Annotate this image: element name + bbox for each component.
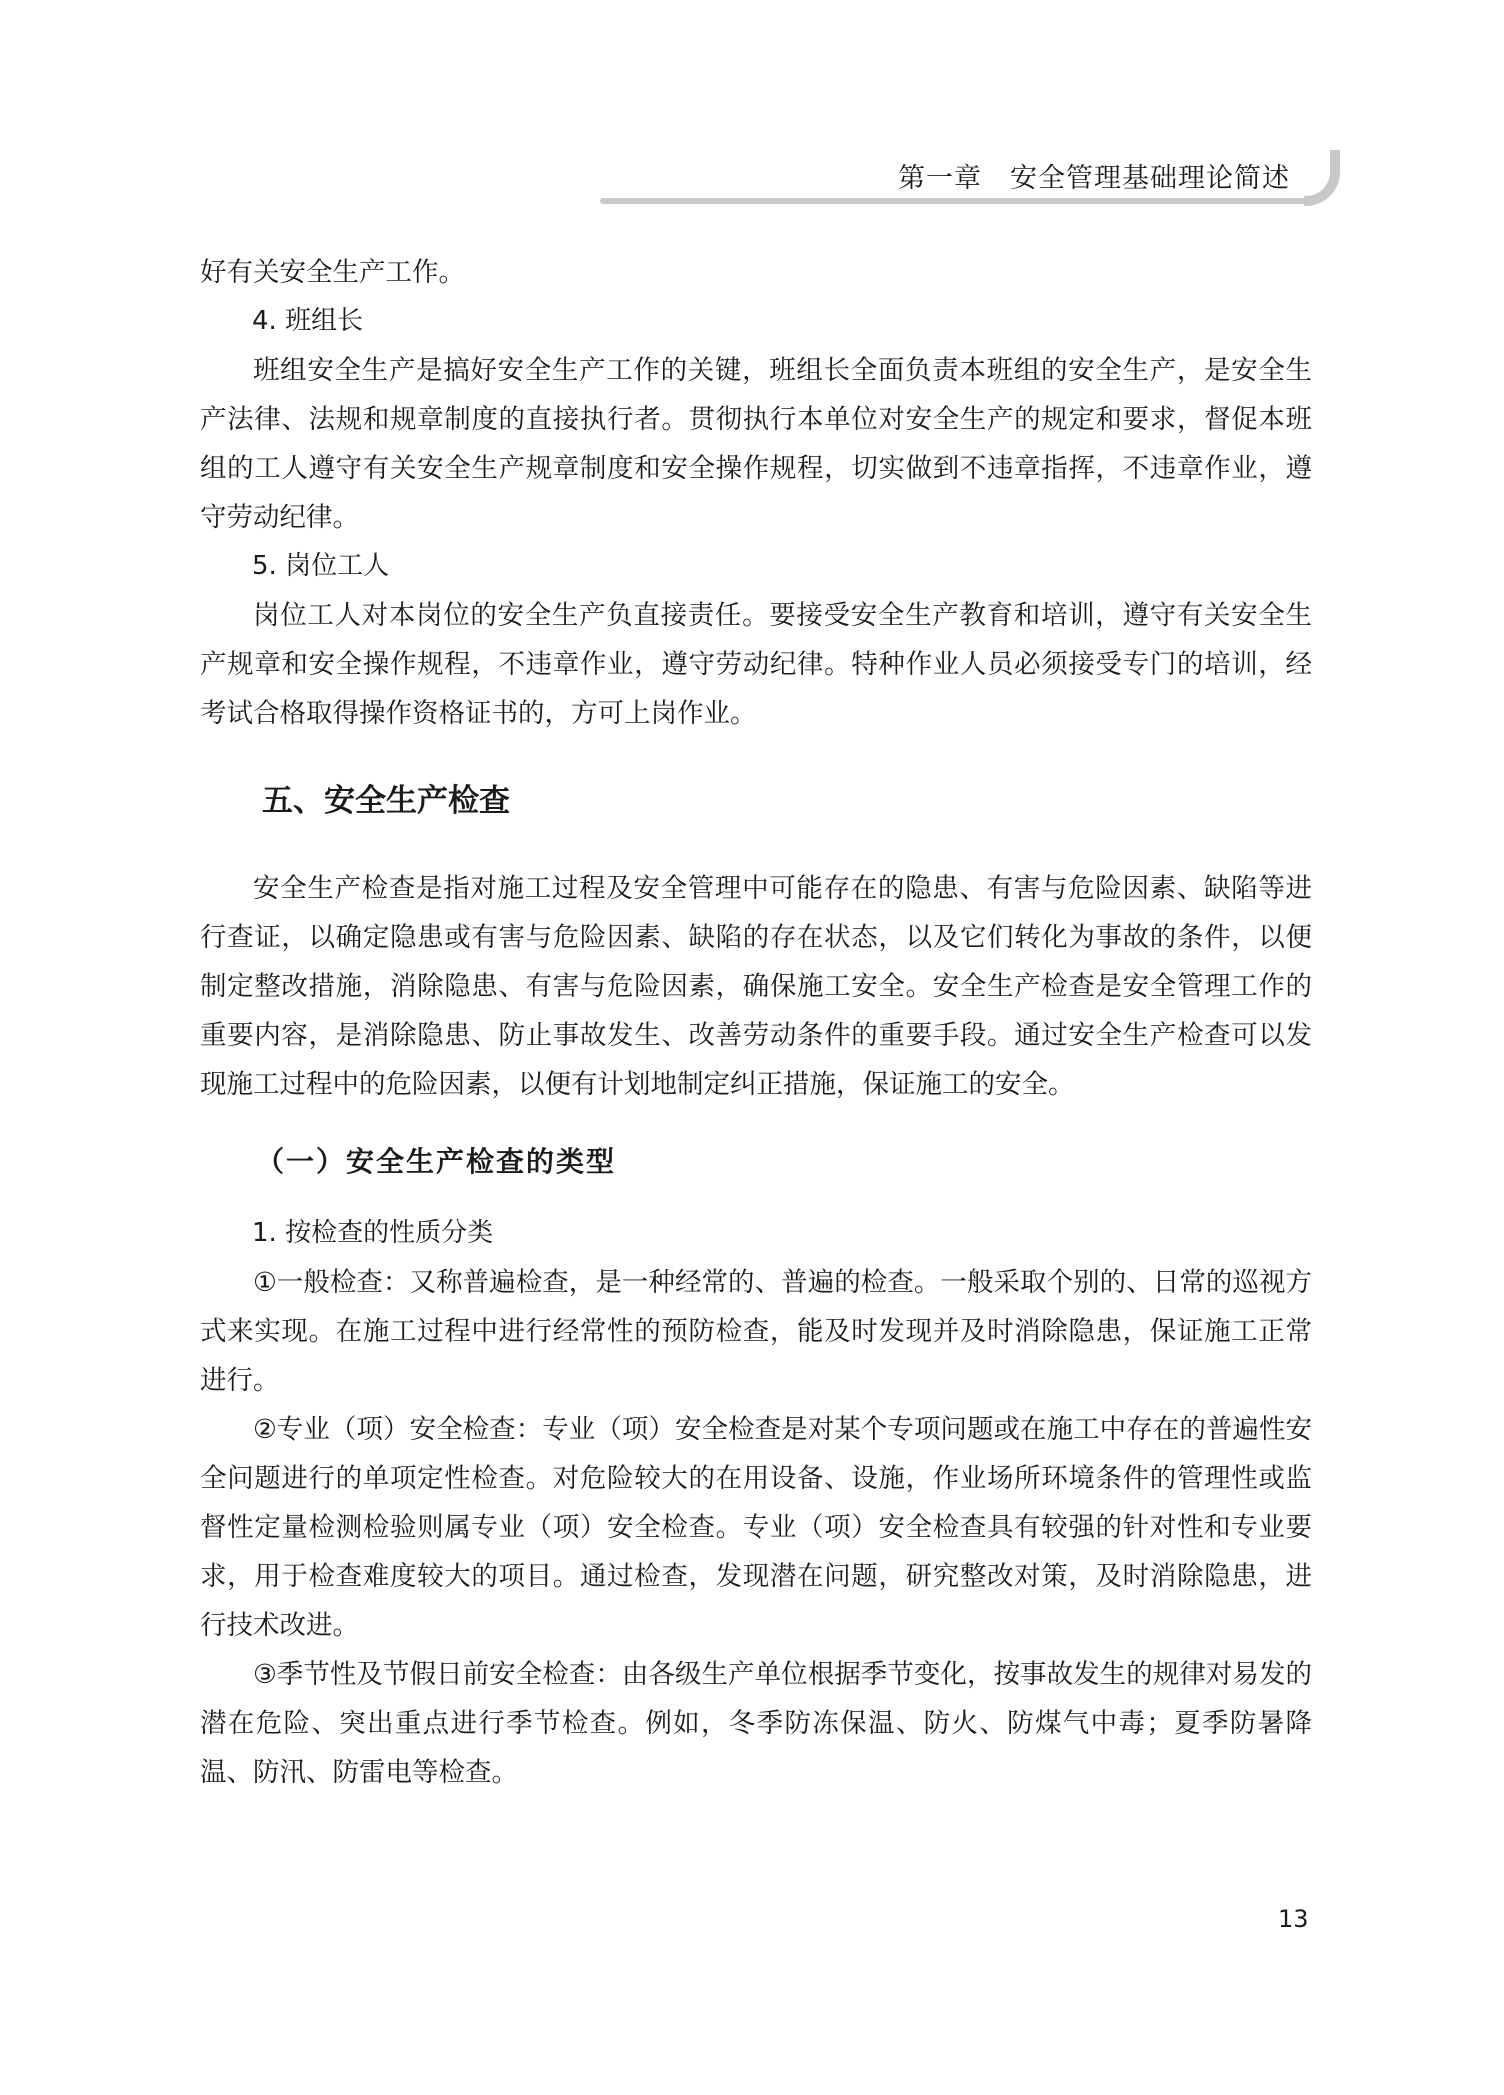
chapter-title: 安全管理基础理论简述 xyxy=(1010,163,1290,194)
subsection-heading: （一）安全生产检查的类型 xyxy=(256,1145,617,1178)
paragraph-inspection-intro: 安全生产检查是指对施工过程及安全管理中可能存在的隐患、有害与危险因素、缺陷等进行查证，以确定隐患或有害与危险因素、缺陷的存在状态，以及它们转化为事故的条件，以便制定整改措施，消除隐患、有害与危险因素，确保施工安全。安全生产检查是安全管理工作的重要内容，是消除隐患、防止事故发生、改善劳动条件的重要手段。通过安全生产检查可以发现施工过程中的危险因素，以便有计划地制定纠正措施，保证施工的安全。 xyxy=(200,873,1312,1100)
running-header-title xyxy=(898,156,1290,195)
paragraph-general-check: ①一般检查：又称普遍检查，是一种经常的、普遍的检查。一般采取个别的、日常的巡视方式来实现。在施工过程中进行经常性的预防检查，能及时发现并及时消除隐患，保证施工正常进行。 xyxy=(200,1267,1312,1396)
paragraph-post-worker: 岗位工人对本岗位的安全生产负直接责任。要接受安全生产教育和培训，遵守有关安全生产规章和安全操作规程，不违章作业，遵守劳动纪律。特种作业人员必须接受专门的培训，经考试合格取得操作资格证书的，方可上岗作业。 xyxy=(200,600,1312,729)
running-header xyxy=(600,150,1340,206)
header-rule-curve xyxy=(1304,150,1340,206)
page-body xyxy=(200,248,1312,1797)
continued-paragraph: 好有关安全生产工作。 xyxy=(200,257,465,288)
subheading-team-leader: 4. 班组长 xyxy=(252,306,364,336)
paragraph-special-check: ②专业（项）安全检查：专业（项）安全检查是对某个专项问题或在施工中存在的普遍性安全问题进行的单项定性检查。对危险较大的在用设备、设施，作业场所环境条件的管理性或监督性定量检测检验则属专业（项）安全检查。专业（项）安全检查具有较强的针对性和专业要求，用于检查难度较大的项目。通过检查，发现潜在问题，研究整改对策，及时消除隐患，进行技术改进。 xyxy=(200,1414,1312,1641)
paragraph-seasonal-check: ③季节性及节假日前安全检查：由各级生产单位根据季节变化，按事故发生的规律对易发的潜在危险、突出重点进行季节检查。例如，冬季防冻保温、防火、防煤气中毒；夏季防暑降温、防汛、防雷电等检查。 xyxy=(200,1659,1312,1788)
subheading-post-worker: 5. 岗位工人 xyxy=(252,551,390,581)
header-rule xyxy=(600,198,1312,204)
page-number: 13 xyxy=(1278,1905,1309,1933)
section-heading: 五、安全生产检查 xyxy=(262,783,510,819)
subheading-by-nature: 1. 按检查的性质分类 xyxy=(252,1218,494,1248)
chapter-label: 第一章 xyxy=(898,163,982,194)
paragraph-team-leader: 班组安全生产是搞好安全生产工作的关键，班组长全面负责本班组的安全生产，是安全生产法律、法规和规章制度的直接执行者。贯彻执行本单位对安全生产的规定和要求，督促本班组的工人遵守有关安全生产规章制度和安全操作规程，切实做到不违章指挥，不违章作业，遵守劳动纪律。 xyxy=(200,355,1312,533)
